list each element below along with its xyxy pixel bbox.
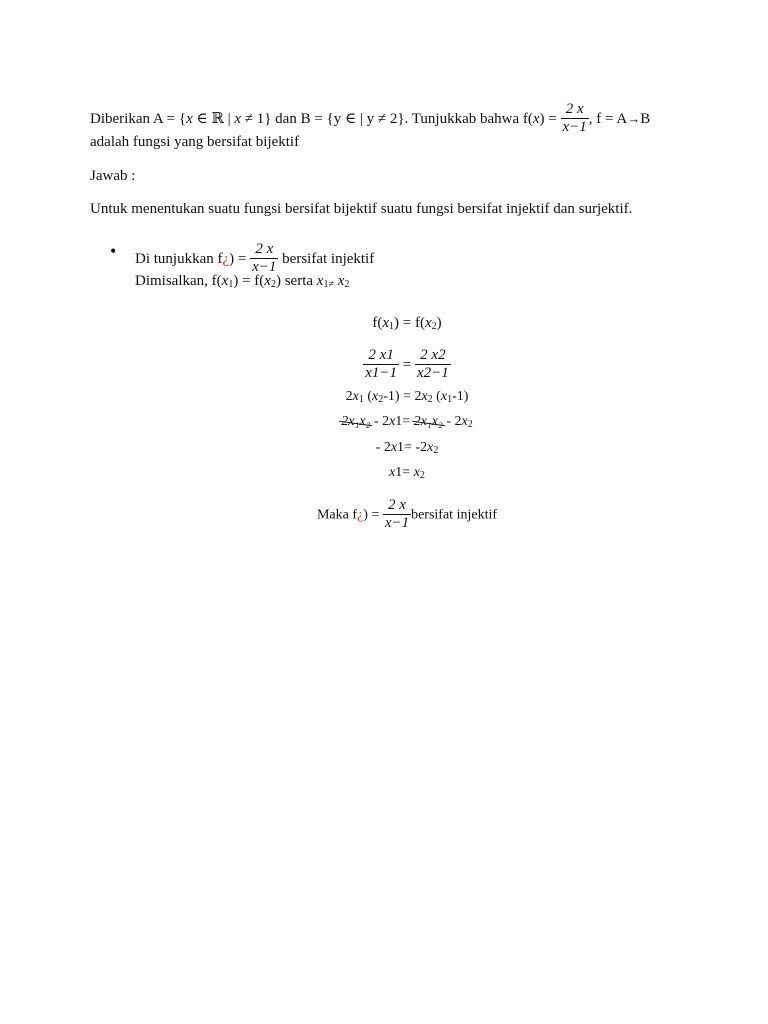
step5-var-1: x <box>390 440 398 455</box>
step3-var-3: x <box>421 389 428 404</box>
step4-struck-term-2: 2x₁x₂ <box>414 412 443 432</box>
step1-sub-1: 1 <box>389 321 395 332</box>
step2-equals: = <box>402 356 412 373</box>
bullet-fraction-denominator: x−1 <box>252 259 277 275</box>
step2-right-numerator: 2 x2 <box>415 347 451 365</box>
bullet-icon: • <box>110 241 117 261</box>
step3-b: ( <box>363 389 372 404</box>
problem-fraction-denominator: x−1 <box>562 119 587 135</box>
problem-codomain: B <box>640 110 651 127</box>
step4-var-2: x <box>461 414 468 429</box>
bullet-mid: ) = <box>229 250 251 267</box>
step6-var-2: x <box>413 465 420 480</box>
step-4 <box>0 412 768 432</box>
step-1 <box>0 313 768 333</box>
answer-label: Jawab : <box>90 168 136 184</box>
step5-var-2: x <box>427 440 434 455</box>
problem-a-cond: ≠ 1} dan B = {y ∈ | y ≠ 2}. Tunjukkab bahwa f( <box>241 110 533 127</box>
assume-sub-4: 2 <box>344 279 350 290</box>
step2-left-fraction <box>363 347 399 382</box>
problem-fx-close: ) = <box>539 110 561 127</box>
step6-a: 1= <box>395 465 414 480</box>
step3-e: -1) <box>452 389 469 404</box>
step1-c: ) <box>436 315 442 331</box>
assume-var-1: x <box>221 273 229 289</box>
assume-prefix: Dimisalkan, f( <box>135 273 222 289</box>
step5-a: - 2 <box>375 440 391 455</box>
step4-b: 1= <box>395 414 414 429</box>
step4-var-1: x <box>389 414 396 429</box>
bullet-glyph: ¿ <box>222 250 230 267</box>
problem-mapping: , f = A <box>588 110 628 127</box>
step1-sub-2: 2 <box>431 321 437 332</box>
step3-var-2: x <box>372 389 379 404</box>
step3-sub-4: 1 <box>447 394 453 405</box>
step3-a: 2 <box>345 389 353 404</box>
assume-mid-2: ) serta <box>275 273 317 289</box>
conclusion-fraction-numerator: 2 x <box>383 497 411 515</box>
assume-sub-2: 2 <box>270 279 276 290</box>
step5-sub-2: 2 <box>433 445 439 456</box>
step1-a: f( <box>372 315 383 331</box>
conclusion-glyph: ¿ <box>357 507 364 523</box>
assume-mid: ) = f( <box>233 273 265 289</box>
conclusion-fraction <box>383 497 411 532</box>
step3-sub-2: 2 <box>378 394 384 405</box>
bullet-suffix: bersifat injektif <box>278 250 375 267</box>
conclusion-prefix: Maka f <box>316 507 358 523</box>
step4-a: - 2 <box>370 414 390 429</box>
conclusion-mid: ) = <box>363 507 383 523</box>
step6-sub-2: 2 <box>419 470 425 481</box>
assume-var-4: x <box>337 273 345 289</box>
step2-left-numerator: 2 x1 <box>363 347 399 365</box>
assume-sub-3: 1≠ <box>323 279 334 290</box>
step-5 <box>0 438 768 458</box>
step6-var-1: x <box>389 465 396 480</box>
assume-var-3: x <box>316 273 324 289</box>
problem-line-2: adalah fungsi yang bersifat bijektif <box>90 134 300 150</box>
step3-c: -1) = 2 <box>383 389 422 404</box>
step2-right-denominator: x2−1 <box>416 365 449 381</box>
step2-left-denominator: x1−1 <box>365 365 398 381</box>
step-6 <box>0 463 768 483</box>
conclusion-suffix: bersifat injektif <box>411 507 498 523</box>
problem-fx-var: x <box>532 110 540 127</box>
step1-b: ) = f( <box>394 315 425 331</box>
step3-sub-1: 1 <box>358 394 364 405</box>
problem-a-var2: x <box>234 110 241 127</box>
problem-fraction <box>561 101 589 136</box>
step3-var-1: x <box>352 389 359 404</box>
step4-sub-2: 2 <box>467 419 473 430</box>
statement-text: Untuk menentukan suatu fungsi bersifat bijektif suatu fungsi bersifat injektif dan surjektif. <box>90 201 633 217</box>
step4-c: - 2 <box>442 414 462 429</box>
step5-b: 1= -2 <box>397 440 428 455</box>
bullet-fraction-numerator: 2 x <box>250 241 278 259</box>
step2-right-fraction <box>415 347 451 382</box>
step3-d: ( <box>432 389 441 404</box>
step4-struck-term-1: 2x₁x₂ <box>341 412 370 432</box>
conclusion-fraction-denominator: x−1 <box>384 515 410 531</box>
problem-intro: Diberikan A = { <box>90 110 187 127</box>
problem-a-member: ∈ ℝ | <box>192 110 235 127</box>
arrow-icon: → <box>627 110 641 126</box>
step3-sub-3: 2 <box>427 394 433 405</box>
step1-var-1: x <box>382 315 390 331</box>
problem-a-var: x <box>186 110 193 127</box>
step3-var-4: x <box>440 389 448 404</box>
step-2 <box>0 348 768 383</box>
assumption-line <box>135 271 349 291</box>
assume-sub-1: 1 <box>228 279 234 290</box>
problem-fraction-numerator: 2 x <box>561 101 589 119</box>
step1-var-2: x <box>424 315 432 331</box>
step-3 <box>0 387 768 407</box>
assume-var-2: x <box>264 273 271 289</box>
conclusion-line <box>0 498 768 533</box>
bullet-prefix: Di tunjukkan f <box>135 250 223 267</box>
